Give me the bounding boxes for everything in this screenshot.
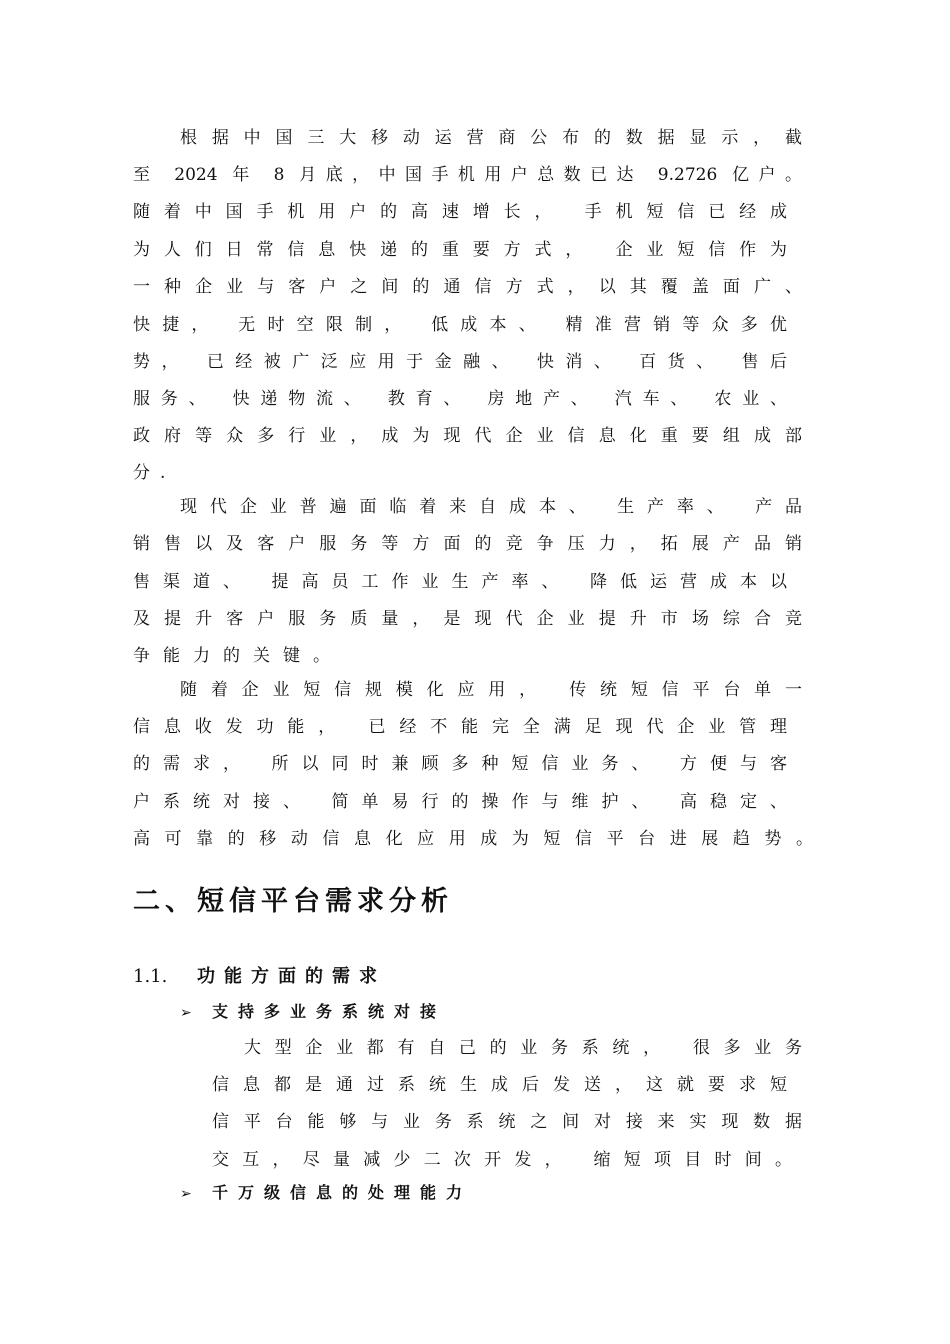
bullet-item-1	[180, 1001, 446, 1024]
para3-line-1: 随着企业短信规模化应用， 传统短信平台单一	[180, 680, 802, 700]
intro-line-1: 根据中国三大移动运营商公布的数据显示，截	[180, 128, 802, 148]
bullet-1-label: 支持多业务系统对接	[212, 1002, 447, 1021]
intro-line-8: 服务、 快递物流、 教育、 房地产、 汽车、 农业、	[133, 389, 787, 409]
bullet1-line-2: 信息都是通过系统生成后发送，这就要求短	[212, 1075, 787, 1095]
intro-line-2: 至 2024 年 8 月底，中国手机用户总数已达 9.2726 亿户。	[133, 165, 802, 185]
bullet-item-2	[180, 1182, 472, 1205]
intro-line-7: 势， 已经被广泛应用于金融、 快消、 百货、 售后	[133, 352, 787, 372]
para3-line-5: 高可靠的移动信息化应用成为短信平台进展趋势。	[133, 829, 813, 849]
intro-line-5: 一种企业与客户之间的通信方式，以其覆盖面广、	[133, 277, 802, 297]
subsection-number: 1.1.	[133, 966, 168, 987]
para2-line-3: 售渠道、 提高员工作业生产率、 降低运营成本以	[133, 572, 787, 592]
intro-line-10: 分.	[133, 463, 176, 483]
subsection-title: 功能方面的需求	[197, 966, 386, 987]
para2-line-5: 争能力的关键。	[133, 646, 343, 666]
intro-line-6: 快捷， 无时空限制， 低成本、 精准营销等众多优	[133, 315, 787, 335]
bullet1-line-1: 大型企业都有自己的业务系统， 很多业务	[244, 1038, 802, 1058]
intro-line-9: 政府等众多行业，成为现代企业信息化重要组成部	[133, 426, 802, 446]
para2-line-2: 销售以及客户服务等方面的竞争压力，拓展产品销	[133, 534, 802, 554]
bullet1-line-3: 信平台能够与业务系统之间对接来实现数据	[212, 1112, 802, 1132]
intro-line-3: 随着中国手机用户的高速增长， 手机短信已经成	[133, 202, 787, 222]
bullet1-line-4: 交互，尽量减少二次开发， 缩短项目时间。	[212, 1150, 792, 1170]
para2-line-4: 及提升客户服务质量，是现代企业提升市场综合竞	[133, 609, 802, 629]
para3-line-2: 信息收发功能， 已经不能完全满足现代企业管理	[133, 717, 787, 737]
intro-line-4: 为人们日常信息快递的重要方式， 企业短信作为	[133, 240, 787, 260]
arrow-bullet-icon: ➢	[180, 1186, 192, 1202]
subsection-heading	[133, 964, 386, 990]
section-heading: 二、短信平台需求分析	[133, 886, 453, 917]
bullet-2-label: 千万级信息的处理能力	[212, 1183, 473, 1202]
para2-line-1: 现代企业普遍面临着来自成本、 生产率、 产品	[180, 497, 802, 517]
para3-line-4: 户系统对接、 简单易行的操作与维护、 高稳定、	[133, 792, 787, 812]
arrow-bullet-icon: ➢	[180, 1005, 192, 1021]
para3-line-3: 的需求， 所以同时兼顾多种短信业务、 方便与客	[133, 754, 787, 774]
